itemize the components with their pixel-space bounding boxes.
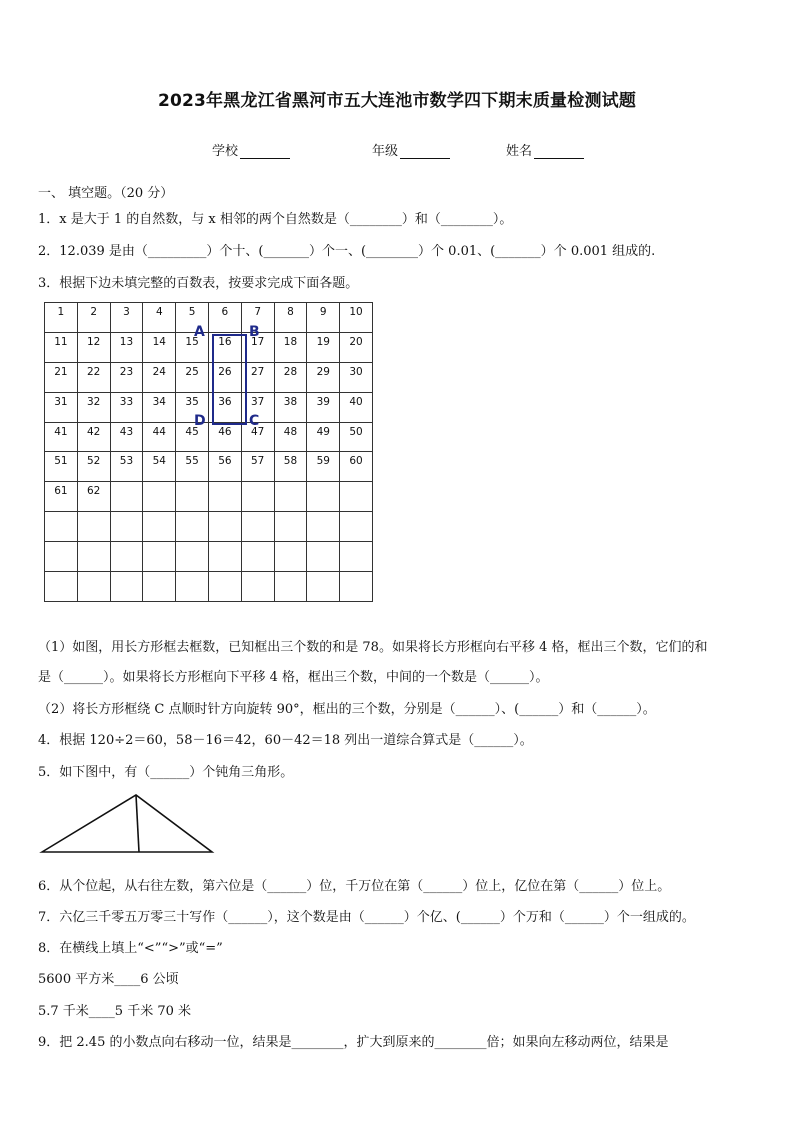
grid-cell [77,362,110,392]
grid-cell-value [111,572,143,575]
grid-cell [176,542,209,572]
grid-cell-value: 60 [349,455,363,468]
name-label: 姓名 [506,144,533,159]
grid-cell-value [78,512,110,515]
grid-cell-value [111,512,143,515]
grid-cell-value: 4 [155,306,163,318]
grid-row [45,512,373,542]
grid-cell [110,512,143,542]
question-3-part-2: （2）将长方形框绕 C 点顺时针方向旋转 90°，框出的三个数，分别是（______）、(______）和（______）。 [38,702,656,717]
grid-cell [307,512,340,542]
grid-cell [208,512,241,542]
section-heading: 一、 填空题。（20 分） [38,186,174,201]
grid-cell-value [209,512,241,515]
outer-triangle [42,795,212,852]
grid-cell-value [78,572,110,575]
grid-cell-value: 62 [87,485,101,498]
grid-cell-value [275,542,307,545]
grid-cell [45,512,78,542]
question-3: 3．根据下边未填完整的百数表，按要求完成下面各题。 [38,276,359,291]
grid-cell [307,452,340,482]
grid-cell-value: 3 [123,306,130,318]
grid-cell [110,452,143,482]
corner-c-label: C [249,413,260,429]
grid-cell [307,392,340,422]
grid-cell [340,512,373,542]
grid-cell [110,332,143,362]
grid-cell-value [111,482,143,485]
hundred-table [44,302,373,602]
page-title: 2023年黑龙江省黑河市五大连池市数学四下期末质量检测试题 [157,91,637,111]
grid-cell-value: 58 [283,455,298,468]
grid-cell-value: 52 [87,455,101,468]
grid-cell [274,482,307,512]
grid-cell-value: 2 [90,306,98,318]
grid-cell [274,452,307,482]
grid-row [45,392,373,422]
grid-cell-value [340,572,372,575]
grid-cell [307,303,340,333]
grid-cell-value [45,542,77,545]
grid-cell-value: 42 [87,425,101,438]
grid-cell-value [45,572,77,575]
grid-cell-value [143,512,175,515]
grid-cell [241,452,274,482]
grid-cell-value [111,542,143,545]
grid-cell-value: 59 [316,455,330,468]
grid-cell [143,303,176,333]
grid-cell [77,572,110,602]
grid-cell-value: 16 [218,335,232,348]
grid-cell [241,482,274,512]
grid-cell [143,332,176,362]
grid-cell [307,422,340,452]
grid-cell [110,482,143,512]
grid-cell-value [143,572,175,575]
grid-cell-value [242,542,274,545]
grid-cell-value: 10 [349,306,363,318]
triangle-figure [38,790,218,860]
school-field [212,140,290,159]
question-2: 2．12.039 是由（_________）个十、(_______）个一、(________）个 0.01、(_______）个 0.001 组成的. [38,244,656,259]
grid-row [45,542,373,572]
grid-cell-value [275,512,307,515]
grade-label: 年级 [372,144,399,159]
grid-cell [208,482,241,512]
question-8b: 5.7 千米____5 千米 70 米 [38,1004,192,1019]
grid-cell [110,572,143,602]
grid-cell-value: 43 [119,425,134,438]
grid-cell-value: 44 [152,425,166,438]
grid-cell [176,512,209,542]
grid-cell [45,452,78,482]
grid-cell [274,392,307,422]
grid-cell-value [176,512,208,515]
grid-cell [340,572,373,602]
grid-cell [340,362,373,392]
question-3-part-1a: （1）如图，用长方形框去框数，已知框出三个数的和是 78。如果将长方形框向右平移 4 格，框出三个数，它们的和 [38,640,708,655]
grid-cell [274,512,307,542]
grid-cell-value: 14 [152,335,166,348]
grade-field [372,140,450,159]
grid-cell-value: 36 [218,395,232,408]
grid-cell [340,482,373,512]
corner-a-label: A [194,324,205,340]
grid-cell [110,422,143,452]
corner-b-label: B [249,324,260,340]
grid-cell-value: 33 [119,395,134,408]
grid-cell-value: 19 [316,335,330,348]
grid-cell [143,422,176,452]
grid-cell-value: 48 [283,425,298,438]
grid-cell-value [340,482,372,485]
grid-cell-value: 40 [349,395,363,408]
grid-cell-value [143,542,175,545]
grid-cell [307,362,340,392]
grid-cell-value: 24 [152,365,166,378]
grid-cell [241,512,274,542]
grid-cell-value: 31 [54,395,68,408]
grid-cell-value: 6 [221,306,229,318]
grid-cell-value [307,572,339,575]
grid-cell-value [275,572,307,575]
grid-cell [45,332,78,362]
grid-cell-value: 21 [54,365,68,378]
grid-cell-value: 12 [87,335,101,348]
grid-cell-value: 57 [250,455,265,468]
grid-cell-value [340,512,372,515]
grid-cell-value [307,512,339,515]
grid-row [45,422,373,452]
grid-cell [143,512,176,542]
grid-row [45,362,373,392]
grid-cell-value [78,542,110,545]
grid-cell-value: 45 [185,425,199,438]
grid-cell-value: 7 [254,306,262,318]
grid-cell [45,392,78,422]
grid-cell-value: 25 [185,365,199,378]
grid-cell [274,362,307,392]
grid-cell [208,572,241,602]
grid-cell-value: 22 [87,365,101,378]
grid-cell-value: 61 [54,485,68,498]
grid-cell [143,392,176,422]
question-8: 8．在横线上填上“<”“>”或“=” [38,941,223,956]
grid-cell [77,512,110,542]
grade-blank[interactable] [400,144,450,159]
grid-cell-value [209,542,241,545]
grid-cell [241,572,274,602]
school-blank[interactable] [240,144,290,159]
grid-cell-value: 47 [250,425,265,438]
grid-cell-value: 49 [316,425,330,438]
grid-cell [208,452,241,482]
grid-cell-value: 28 [283,365,298,378]
grid-cell-value: 30 [349,365,363,378]
grid-cell [208,542,241,572]
grid-cell-value: 1 [57,306,65,318]
grid-cell [340,542,373,572]
grid-cell-value: 51 [54,455,68,468]
grid-cell-value: 53 [119,455,134,468]
grid-cell [241,542,274,572]
grid-cell-value: 32 [87,395,101,408]
grid-cell-value: 55 [185,455,199,468]
grid-cell-value: 15 [185,335,199,348]
grid-cell-value: 17 [250,335,265,348]
grid-cell [274,303,307,333]
question-3-part-1b: 是（______）。如果将长方形框向下平移 4 格，框出三个数，中间的一个数是（______）。 [38,670,549,685]
grid-cell-value: 26 [218,365,232,378]
grid-cell [110,362,143,392]
grid-cell [77,542,110,572]
question-7: 7．六亿三千零五万零三十写作（______），这个数是由（______）个亿、(______）个万和（______）个一组成的。 [38,910,695,925]
grid-cell [143,542,176,572]
grid-cell-value: 38 [283,395,298,408]
grid-cell-value: 11 [54,335,68,348]
grid-cell-value: 27 [250,365,265,378]
grid-cell [274,542,307,572]
grid-cell [274,422,307,452]
grid-row [45,482,373,512]
grid-cell-value: 50 [349,425,363,438]
name-blank[interactable] [534,144,584,159]
grid-cell-value: 41 [54,425,68,438]
grid-cell [176,572,209,602]
grid-cell [77,482,110,512]
grid-cell-value: 18 [283,335,298,348]
grid-cell [110,303,143,333]
grid-cell-value [242,512,274,515]
grid-cell-value: 9 [319,306,327,318]
grid-cell [77,452,110,482]
grid-cell [45,362,78,392]
grid-cell [208,422,241,452]
grid-cell [340,332,373,362]
grid-cell-value [176,542,208,545]
grid-cell-value [340,542,372,545]
grid-cell-value [209,572,241,575]
grid-cell-value [45,512,77,515]
grid-cell-value: 23 [119,365,134,378]
grid-cell-value [307,482,339,485]
school-label: 学校 [212,144,239,159]
grid-cell [143,482,176,512]
grid-cell [45,572,78,602]
grid-cell [176,452,209,482]
grid-cell [307,482,340,512]
grid-cell-value: 29 [316,365,330,378]
name-field [506,140,584,159]
grid-cell [340,392,373,422]
grid-cell-value: 46 [218,425,232,438]
grid-cell [77,303,110,333]
grid-cell [143,362,176,392]
grid-cell-value: 37 [250,395,265,408]
grid-cell [176,362,209,392]
grid-cell [77,332,110,362]
corner-d-label: D [194,413,206,429]
grid-cell [110,392,143,422]
grid-cell-value [242,482,274,485]
grid-cell-value: 5 [188,306,196,318]
inner-segment [136,795,139,852]
grid-cell [340,422,373,452]
grid-cell [45,482,78,512]
question-6: 6．从个位起，从右往左数，第六位是（______）位，千万位在第（______）位上，亿位在第（______）位上。 [38,879,671,894]
grid-row [45,303,373,333]
question-5: 5．如下图中，有（______）个钝角三角形。 [38,765,294,780]
grid-cell-value: 20 [349,335,363,348]
grid-cell-value: 56 [218,455,232,468]
grid-row [45,572,373,602]
question-1: 1．x 是大于 1 的自然数，与 x 相邻的两个自然数是（________）和（________）。 [38,212,513,227]
grid-cell-value [275,482,307,485]
grid-cell-value: 35 [185,395,199,408]
grid-cell [45,542,78,572]
grid-cell-value [176,482,208,485]
grid-cell [340,303,373,333]
grid-cell [77,422,110,452]
grid-cell [340,452,373,482]
grid-cell [307,572,340,602]
grid-cell [176,482,209,512]
grid-cell-value [143,482,175,485]
grid-cell [208,303,241,333]
grid-cell-value [176,572,208,575]
grid-cell-value [242,572,274,575]
question-9: 9．把 2.45 的小数点向右移动一位，结果是________，扩大到原来的________倍；如果向左移动两位，结果是 [38,1035,669,1050]
rectangle-frame [212,334,247,425]
grid-cell-value: 39 [316,395,330,408]
grid-cell-value [307,542,339,545]
grid-cell [45,303,78,333]
grid-cell [274,572,307,602]
grid-cell [307,332,340,362]
grid-cell-value [209,482,241,485]
grid-row [45,332,373,362]
grid-row [45,452,373,482]
question-8a: 5600 平方米____6 公顷 [38,972,179,987]
grid-cell-value: 13 [119,335,134,348]
grid-cell [45,422,78,452]
grid-cell [110,542,143,572]
grid-cell-value: 8 [287,306,294,318]
grid-cell [307,542,340,572]
grid-cell [77,392,110,422]
grid-cell-value: 54 [152,455,166,468]
grid-cell [143,572,176,602]
grid-cell [274,332,307,362]
question-4: 4．根据 120÷2＝60，58－16＝42，60－42＝18 列出一道综合算式是（______）。 [38,733,533,748]
grid-cell-value: 34 [152,395,166,408]
grid-cell [143,452,176,482]
